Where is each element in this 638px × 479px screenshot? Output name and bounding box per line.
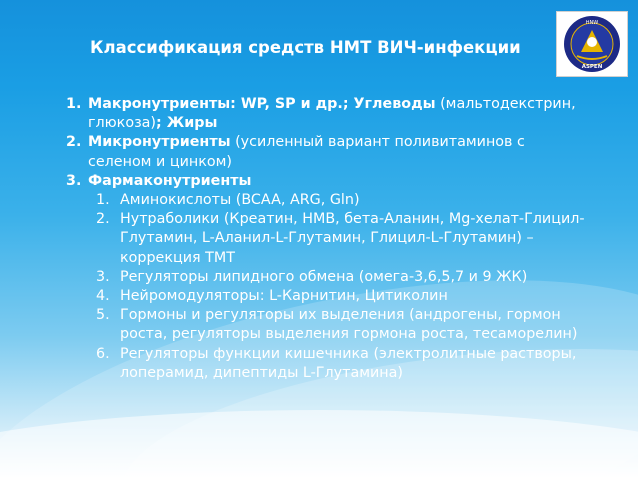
numbered-list <box>66 95 586 191</box>
sub-list-item <box>96 268 586 287</box>
sub-list-item-number: 1. <box>96 192 110 209</box>
slide-content <box>66 95 586 383</box>
list-item-text-part: Фармаконутриенты <box>88 172 252 189</box>
sub-list-item-number: 4. <box>96 288 110 305</box>
sub-list-item <box>96 345 586 383</box>
sub-list-item-text: Регуляторы липидного обмена (омега-3,6,5,7 и 9 ЖК) <box>120 268 528 285</box>
list-item <box>66 95 586 133</box>
sub-list-item-number: 2. <box>96 211 110 228</box>
sub-list-item-number: 5. <box>96 307 110 324</box>
list-item <box>66 133 586 171</box>
aspen-logo <box>556 11 628 77</box>
sub-list-item-number: 3. <box>96 268 110 285</box>
sub-list-item-text: Аминокислоты (BCAA, ARG, Gln) <box>120 192 360 209</box>
list-item-text-part: (мальтодекстрин, глюкоза) <box>88 96 576 132</box>
list-item-text-part: (усиленный вариант поливитаминов с селеном и цинком) <box>88 134 525 170</box>
sub-list-item-text: Нутраболики (Креатин, HMB, бета-Аланин, Mg-хелат-Глицил-Глутамин, L-Аланил-L-Глутамин, Глицил-L-Глутамин) – коррекция ТМТ <box>120 211 585 266</box>
list-item-number: 2. <box>66 134 82 151</box>
sub-list-item-number: 6. <box>96 345 110 362</box>
sub-list <box>66 191 586 383</box>
list-item <box>66 172 586 191</box>
list-item-text-part: Макронутриенты: WP, SP и др.; Углеводы <box>88 96 436 112</box>
logo-text-bottom: ASPEN <box>581 64 603 70</box>
sub-list-item-text: Регуляторы функции кишечника (электролитные растворы, лоперамид, дипептиды L-Глутамина) <box>120 345 577 381</box>
sub-list-item <box>96 210 586 268</box>
background-wave <box>0 410 638 479</box>
sub-list-item-text: Гормоны и регуляторы их выделения (андрогены, гормон роста, регуляторы выделения гормона роста, тесаморелин) <box>120 307 578 343</box>
sub-list-item <box>96 306 586 344</box>
list-item-text-part: ; Жиры <box>156 115 218 132</box>
aspen-logo-emblem <box>557 12 627 76</box>
list-item-number: 3. <box>66 172 82 189</box>
list-item-text-part: Микронутриенты <box>88 134 231 151</box>
list-item-number: 1. <box>66 96 82 112</box>
list-item-text <box>88 172 251 191</box>
list-item-text <box>88 133 586 171</box>
logo-text-top: HNW <box>585 20 599 26</box>
sub-list-item <box>96 287 586 306</box>
list-item-text <box>88 95 586 133</box>
slide-title: Классификация средств НМТ ВИЧ-инфекции <box>90 38 521 57</box>
sub-list-item <box>96 191 586 210</box>
sub-list-item-text: Нейромодуляторы: L-Карнитин, Цитиколин <box>120 288 448 305</box>
